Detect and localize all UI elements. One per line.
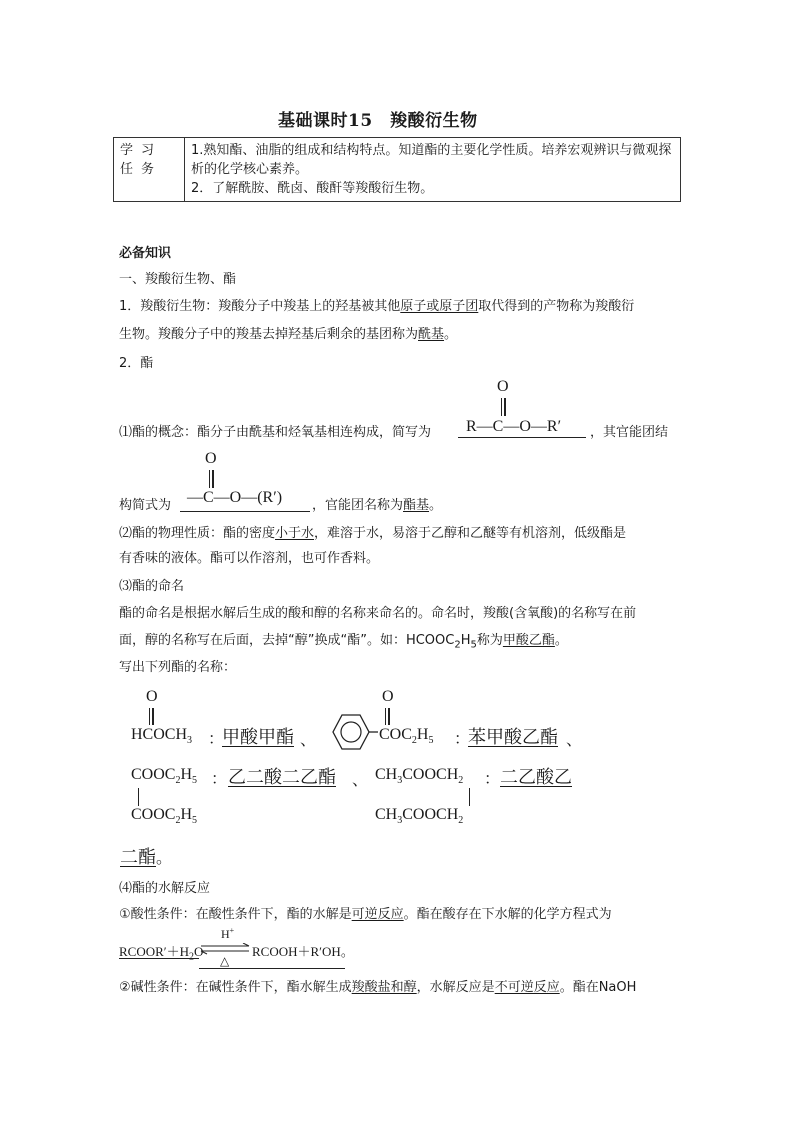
hydrolysis-acid-line: ①酸性条件：在酸性条件下，酯的水解是可逆反应。酯在酸存在下水解的化学方程式为 <box>119 907 612 922</box>
ex4-answer-part2: 二酯 <box>120 847 156 868</box>
ex3-sep: 、 <box>352 770 369 789</box>
ex1-o: O <box>146 688 158 705</box>
equation-right: RCOOH＋R′OH。 <box>252 944 354 959</box>
answer-reversible: 可逆反应 <box>351 907 404 922</box>
double-bond-2 <box>209 470 211 488</box>
section-heading: 必备知识 <box>119 246 172 261</box>
concept-line2: 构简式为 <box>119 498 172 513</box>
ex2-answer: 苯甲酸乙酯 <box>468 727 558 748</box>
concept-line2-end: ，官能团名称为酯基。 <box>312 498 443 513</box>
equation-heat: △ <box>220 954 230 968</box>
ex2-o: O <box>382 688 394 705</box>
p1-line1: 1．羧酸衍生物：羧酸分子中羧基上的羟基被其他原子或原子团取代得到的产物称为羧酸衍 <box>119 299 635 314</box>
task-table <box>113 137 681 202</box>
equation-underline-left <box>119 958 199 959</box>
ex1-sep: 、 <box>300 730 317 749</box>
answer-irreversible: 不可逆反应 <box>494 980 560 995</box>
carbonyl-o-1: O <box>497 378 509 395</box>
naming-heading: ⑶酯的命名 <box>119 579 185 594</box>
ex1-colon: ： <box>208 729 225 748</box>
hydrolysis-base-line: ②碱性条件：在碱性条件下，酯水解生成羧酸盐和醇，水解反应是不可逆反应。酯在NaOH <box>119 980 637 995</box>
page-title: 基础课时15 羧酸衍生物 <box>278 111 478 131</box>
concept-line1: ⑴酯的概念：酯分子由酰基和烃氧基相连构成，简写为 <box>119 425 432 440</box>
task-content <box>185 138 681 202</box>
naming-line1: 酯的命名是根据水解后生成的酸和醇的名称来命名的。命名时，羧酸(含氧酸)的名称写在前 <box>119 606 637 621</box>
answer-density: 小于水 <box>275 526 315 541</box>
naming-line3: 写出下列酯的名称： <box>119 660 237 675</box>
ex2-colon: ： <box>454 729 471 748</box>
ex2-double-bond <box>385 708 387 725</box>
task-item-1: 1.熟知酯、油脂的组成和结构特点。知道酯的主要化学性质。培养宏观辨识与微观探析的化学核心素养。 <box>191 143 672 177</box>
answer-ester-group: 酯基 <box>403 498 430 513</box>
ex4-colon: ： <box>484 769 501 788</box>
p1-line2: 生物。羧酸分子中的羧基去掉羟基后剩余的基团称为酰基。 <box>119 327 458 342</box>
ex3-top: $COOC_2H_5$ <box>131 766 198 787</box>
ex4-bond <box>469 788 471 806</box>
double-bond-1 <box>501 398 503 416</box>
ex4-answer-line2: 二酯。 <box>120 847 173 868</box>
ester-formula: R—C—O—R′ <box>466 418 562 435</box>
ex1-answer: 甲酸甲酯 <box>222 727 294 748</box>
ex3-colon: ： <box>211 769 228 788</box>
answer-atom-group: 原子或原子团 <box>400 299 479 314</box>
ex3-answer: 乙二酸二乙酯 <box>228 767 336 788</box>
equation-underline-right <box>199 968 345 969</box>
physical-line1: ⑵酯的物理性质：酯的密度小于水，难溶于水，易溶于乙醇和乙醚等有机溶剂，低级酯是 <box>119 526 627 541</box>
ex1-formula: $HCOCH_3$ <box>131 726 193 747</box>
task-item-2: 2．了解酰胺、酰卤、酸酐等羧酸衍生物。 <box>191 181 434 196</box>
p2-heading: 2．酯 <box>119 356 154 371</box>
ex2-formula: $COC_2H_5$ <box>379 726 434 747</box>
ex4-top: $CH_3COOCH_2$ <box>375 766 464 787</box>
answer-ethyl-formate: 甲酸乙酯 <box>502 633 555 648</box>
answer-salt-alcohol: 羧酸盐和醇 <box>351 980 417 995</box>
ex4-answer-part1: 二乙酸乙 <box>500 767 572 788</box>
ex2-sep: 、 <box>566 730 583 749</box>
task-label: 学习任务 <box>114 138 185 202</box>
ex4-bottom: $CH_3COOCH_2$ <box>375 806 464 827</box>
benzene-ring-icon <box>322 711 378 761</box>
naming-line2: 面，醇的名称写在后面，去掉“醇”换成“酯”。如：$HCOOC_2H_5$称为甲酸乙酯。 <box>119 633 568 651</box>
answer-line-1 <box>458 437 586 438</box>
concept-line1-end: ，其官能团结 <box>590 425 669 440</box>
ex3-bond <box>138 788 140 806</box>
physical-line2: 有香味的液体。酯可以作溶剂，也可作香料。 <box>119 551 380 566</box>
answer-line-2 <box>180 511 310 512</box>
ex1-double-bond <box>149 708 151 725</box>
ex3-bottom: $COOC_2H_5$ <box>131 806 198 827</box>
equation-catalyst: H+ <box>221 926 235 941</box>
answer-acyl: 酰基 <box>418 327 445 342</box>
ester-group-formula: —C—O—(R′) <box>187 489 283 506</box>
carbonyl-o-2: O <box>205 450 217 467</box>
s1-heading: 一、羧酸衍生物、酯 <box>119 272 237 287</box>
hydrolysis-heading: ⑷酯的水解反应 <box>119 881 211 896</box>
equation-left: $RCOOR'+H_2O$ <box>119 944 204 963</box>
